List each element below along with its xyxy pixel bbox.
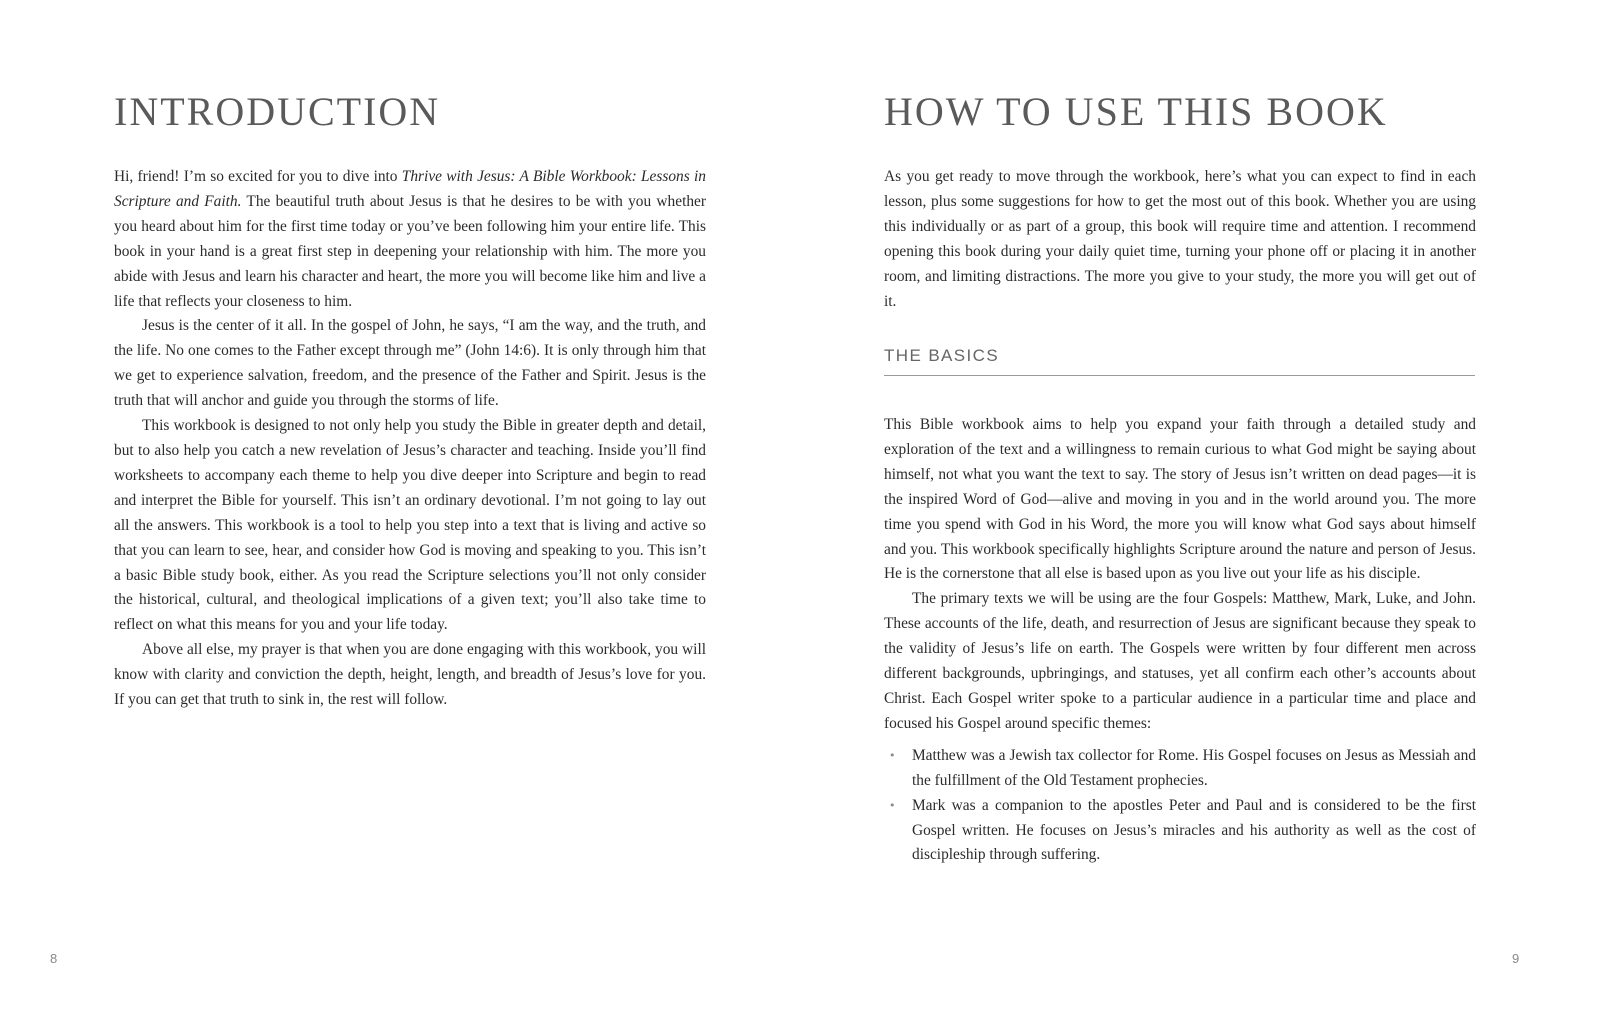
how-to-use-intro xyxy=(884,165,1476,314)
how-to-use-paragraph: As you get ready to move through the workbook, here’s what you can expect to find in each lesson, plus some suggestions for how to get the most out of this book. Whether you are using this individually or as part of a group, this book will require time and attention. I recommend opening this book during your daily quiet time, turning your phone off or placing it in another room, and limiting distractions. The more you give to your study, the more you will get out of it. xyxy=(884,168,1476,310)
the-basics-body xyxy=(884,413,1476,868)
intro-paragraph-4: Above all else, my prayer is that when you are done engaging with this workbook, you will know with clarity and conviction the depth, height, length, and breadth of Jesus’s love for you. If you can get that truth to sink in, the rest will follow. xyxy=(114,641,706,709)
the-basics-subheading: THE BASICS xyxy=(884,346,1475,376)
list-item xyxy=(884,794,1476,869)
page-number-right: 9 xyxy=(1512,951,1520,966)
introduction-body xyxy=(114,165,706,713)
basics-paragraph-1: This Bible workbook aims to help you expand your faith through a detailed study and exploration of the text and a willingness to remain curious to what God might be saying about himself, not what you want the text to say. The story of Jesus isn’t written on dead pages—it is the inspired Word of God—alive and moving in you and in the world around you. The more time you spend with God in his Word, the more you will know what God says about himself and you. This workbook specifically highlights Scripture around the nature and person of Jesus. He is the cornerstone that all else is based upon as you live out your life as his disciple. xyxy=(884,416,1476,583)
right-page xyxy=(800,0,1600,1029)
how-to-use-heading: HOW TO USE THIS BOOK xyxy=(884,89,1388,134)
list-item-text: Mark was a companion to the apostles Peter and Paul and is considered to be the first Gospel written. He focuses on Jesus’s miracles and his authority as well as the cost of discipleship through suffering. xyxy=(912,796,1476,864)
list-item-text: Matthew was a Jewish tax collector for Rome. His Gospel focuses on Jesus as Messiah and the fulfillment of the Old Testament prophecies. xyxy=(912,746,1476,789)
intro-paragraph-3: This workbook is designed to not only help you study the Bible in greater depth and detail, but to also help you catch a new revelation of Jesus’s character and teaching. Inside you’ll find worksheets to accompany each theme to help you dive deeper into Scripture and begin to read and interpret the Bible for yourself. This isn’t an ordinary devotional. I’m not going to lay out all the answers. This workbook is a tool to help you step into a text that is living and active so that you can learn to see, hear, and consider how God is moving and speaking to you. This isn’t a basic Bible study book, either. As you read the Scripture selections you’ll not only consider the historical, cultural, and theological implications of a given text; you’ll also take time to reflect on what this means for you and your life today. xyxy=(114,417,706,634)
bullet-icon: • xyxy=(889,748,896,762)
gospel-writers-list xyxy=(884,744,1476,869)
basics-paragraph-2: The primary texts we will be using are the four Gospels: Matthew, Mark, Luke, and John. These accounts of the life, death, and resurrection of Jesus are significant because they speak to the validity of Jesus’s life on earth. The Gospels were written by four different men across different backgrounds, upbringings, and statuses, yet all confirm each other’s accounts about Christ. Each Gospel writer spoke to a particular audience in a particular time and place and focused his Gospel around specific themes: xyxy=(884,590,1476,732)
introduction-heading: INTRODUCTION xyxy=(114,89,441,134)
intro-paragraph-1 xyxy=(114,165,706,314)
page-number-left: 8 xyxy=(50,951,58,966)
intro-paragraph-1-start: Hi, friend! I’m so excited for you to dive into xyxy=(114,168,402,185)
bullet-icon: • xyxy=(889,798,896,812)
intro-paragraph-2: Jesus is the center of it all. In the gospel of John, he says, “I am the way, and the truth, and the life. No one comes to the Father except through me” (John 14:6). It is only through him that we get to experience salvation, freedom, and the presence of the Father and Spirit. Jesus is the truth that will anchor and guide you through the storms of life. xyxy=(114,317,706,410)
list-item xyxy=(884,744,1476,794)
book-title: Thrive with Jesus: A Bible Workbook: Lessons in Scripture and Faith. xyxy=(114,168,706,210)
intro-paragraph-1-end: The beautiful truth about Jesus is that he desires to be with you whether you heard about him for the first time today or you’ve been following him your entire life. This book in your hand is a great first step in deepening your relationship with him. The more you abide with Jesus and learn his character and heart, the more you will become like him and live a life that reflects your closeness to him. xyxy=(114,192,706,310)
